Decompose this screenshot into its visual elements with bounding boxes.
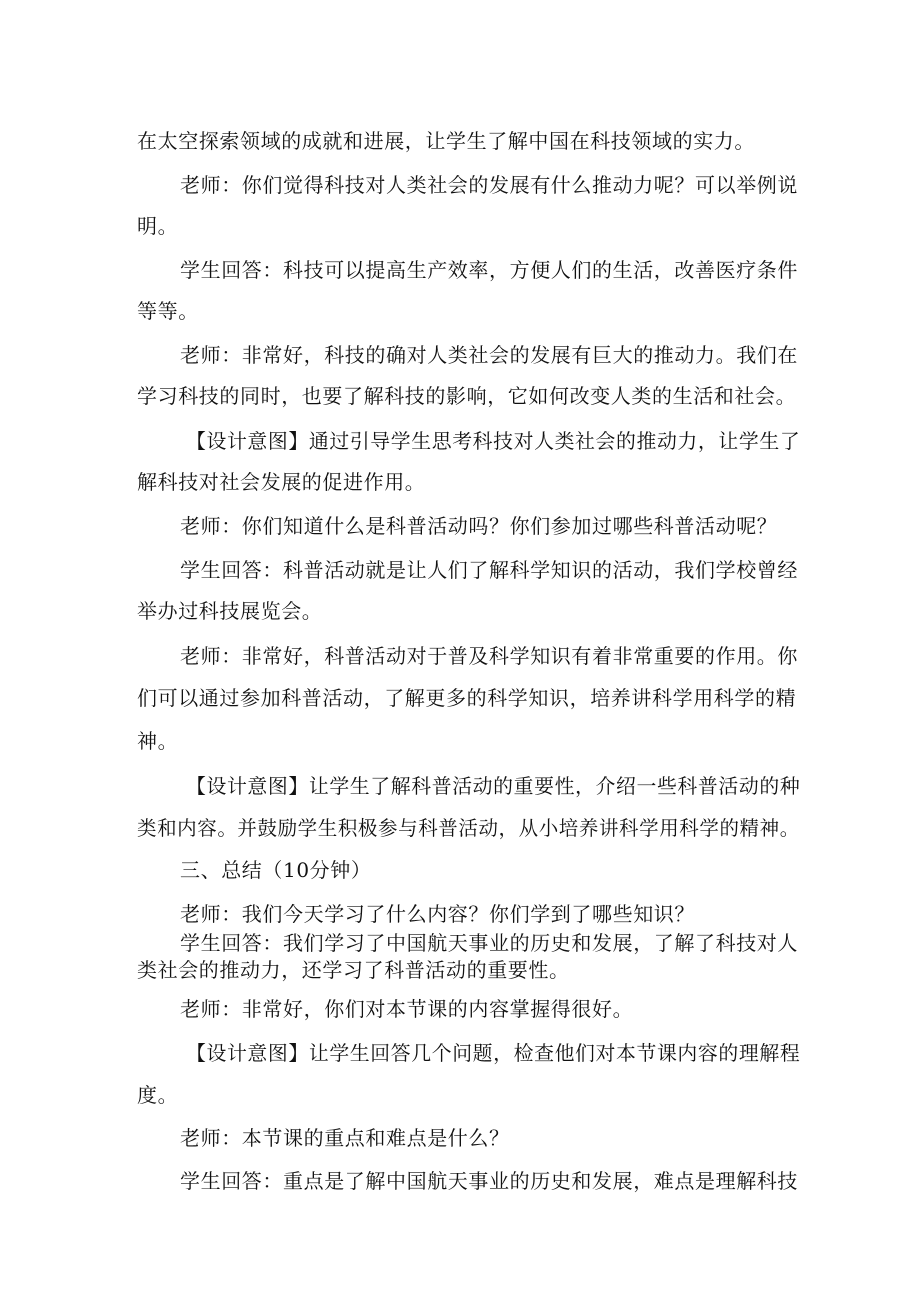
text-line: 老师：非常好，科普活动对于普及科学知识有着非常重要的作用。你 (180, 644, 798, 668)
text-line: 老师：非常好，科技的确对人类社会的发展有巨大的推动力。我们在 (180, 343, 798, 367)
text-line: 们可以通过参加科普活动，了解更多的科学知识，培养讲科学用科学的精 (137, 686, 797, 710)
text-line: 在太空探索领域的成就和进展，让学生了解中国在科技领域的实力。 (137, 129, 755, 153)
text-line: 解科技对社会发展的促进作用。 (137, 470, 426, 494)
text-line: 明。 (137, 214, 179, 238)
design-intent-line: 【设计意图】让学生了解科普活动的重要性，介绍一些科普活动的种 (186, 774, 801, 798)
text-line: 老师：你们觉得科技对人类社会的发展有什么推动力呢？可以举例说 (180, 173, 798, 197)
text-line: 类社会的推动力，还学习了科普活动的重要性。 (137, 958, 570, 982)
text-line: 类和内容。并鼓励学生积极参与科普活动，从小培养讲科学用科学的精神。 (137, 816, 800, 840)
text-line: 学生回答：我们学习了中国航天事业的历史和发展，了解了科技对人 (180, 931, 798, 955)
text-line: 学习科技的同时，也要了解科技的影响，它如何改变人类的生活和社会。 (137, 384, 797, 408)
text-line: 举办过科技展览会。 (137, 599, 323, 623)
section-heading: 三、总结（10分钟） (180, 858, 372, 882)
text-line: 老师：你们知道什么是科普活动吗？你们参加过哪些科普活动呢？ (180, 514, 778, 538)
text-line: 等等。 (137, 299, 199, 323)
text-line: 学生回答：科技可以提高生产效率，方便人们的生活，改善医疗条件 (180, 258, 798, 282)
design-intent-line: 【设计意图】通过引导学生思考科技对人类社会的推动力，让学生了 (186, 429, 801, 453)
text-line: 度。 (137, 1083, 179, 1107)
text-line: 老师：非常好，你们对本节课的内容掌握得很好。 (180, 997, 634, 1021)
text-line: 学生回答：科普活动就是让人们了解科学知识的活动，我们学校曾经 (180, 558, 798, 582)
text-line: 神。 (137, 729, 179, 753)
text-line: 学生回答：重点是了解中国航天事业的历史和发展，难点是理解科技 (180, 1169, 798, 1193)
text-line: 老师：我们今天学习了什么内容？你们学到了哪些知识？ (180, 902, 695, 926)
design-intent-line: 【设计意图】让学生回答几个问题，检查他们对本节课内容的理解程 (186, 1041, 801, 1065)
text-line: 老师：本节课的重点和难点是什么？ (180, 1126, 510, 1150)
